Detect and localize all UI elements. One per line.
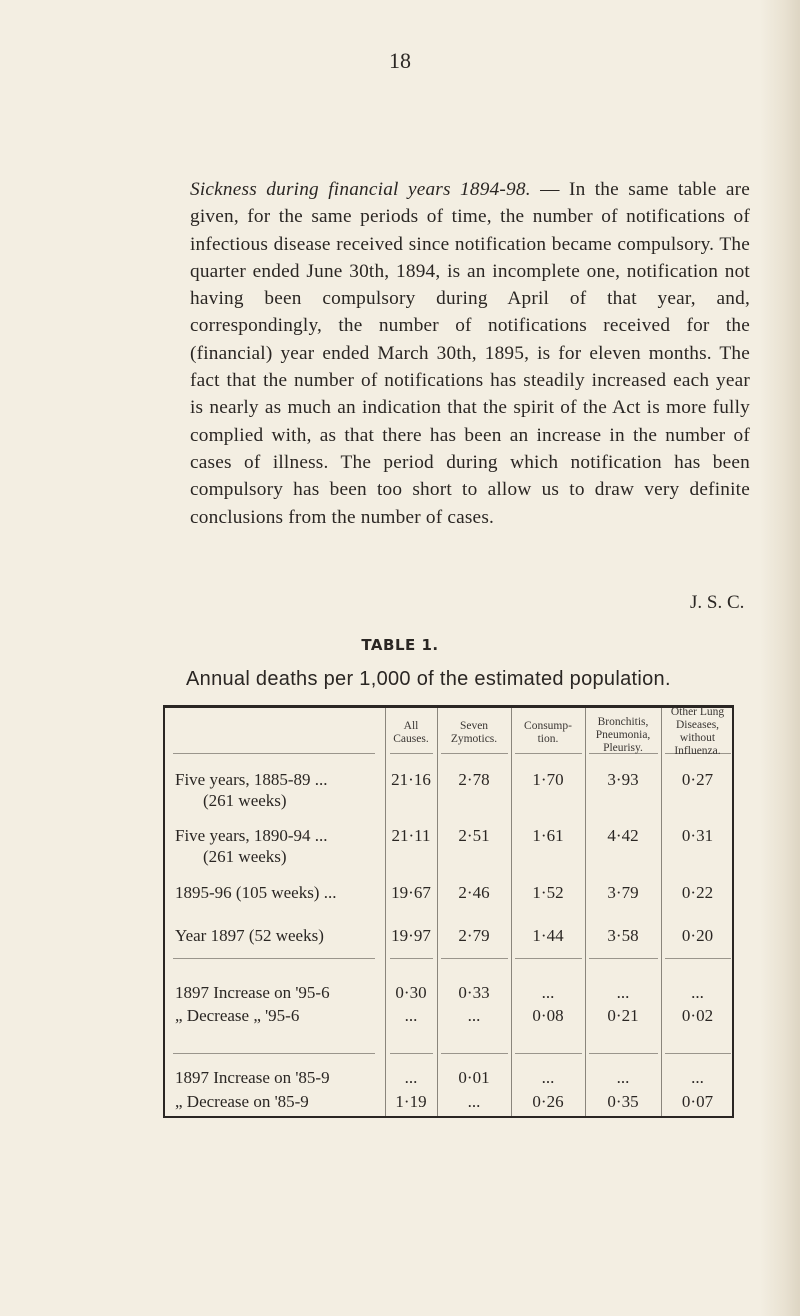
column-header: Seven Zymotics.	[450, 720, 498, 745]
row-divider	[390, 753, 433, 754]
row-label: 1897 Increase on '95-6	[175, 983, 330, 1002]
row-label: 1895-96 (105 weeks) ...	[175, 883, 337, 902]
table-cell: 0·30	[395, 983, 427, 1002]
page-edge-shadow	[760, 0, 800, 1316]
row-divider	[515, 1053, 582, 1054]
column-header: Consump-tion.	[524, 720, 572, 745]
table-cell: 0·22	[681, 883, 714, 902]
signature: J. S. C.	[690, 592, 745, 613]
table-cell: 0·08	[532, 1006, 564, 1025]
table-title: TABLE 1.	[361, 636, 439, 654]
row-divider	[515, 958, 582, 959]
table-cell: 1·70	[532, 770, 564, 789]
table-cell: 19·97	[391, 926, 431, 945]
table-cell: ...	[616, 983, 630, 1002]
table-cell: 2·79	[458, 926, 490, 945]
table-cell: 21·11	[391, 826, 431, 845]
table-cell: 0·02	[681, 1006, 714, 1025]
table-cell: 0·31	[681, 826, 714, 845]
table-cell: ...	[404, 1006, 418, 1025]
row-divider	[665, 1053, 731, 1054]
page-number: 18	[389, 48, 411, 73]
table-cell: ...	[404, 1068, 418, 1087]
row-divider	[589, 958, 658, 959]
row-divider	[441, 753, 508, 754]
table-cell: 0·20	[681, 926, 714, 945]
table-cell: ...	[467, 1006, 481, 1025]
row-label: Five years, 1890-94 ...	[175, 826, 328, 845]
row-divider	[173, 958, 375, 959]
table-cell: 3·93	[607, 770, 639, 789]
table-cell: 0·21	[607, 1006, 639, 1025]
body-paragraph	[190, 176, 750, 531]
table-cell: 4·42	[607, 826, 639, 845]
column-header: Other Lung Diseases, without Influenza.	[670, 706, 725, 757]
table-cell: 0·27	[681, 770, 714, 789]
row-divider	[173, 753, 375, 754]
row-sublabel: (261 weeks)	[203, 847, 287, 866]
table-cell: 1·52	[532, 883, 564, 902]
table-cell: ...	[691, 983, 704, 1002]
table-cell: ...	[541, 983, 555, 1002]
row-label: Five years, 1885-89 ...	[175, 770, 328, 789]
column-header: Bronchitis, Pneumonia, Pleurisy.	[595, 716, 651, 754]
table-cell: 0·26	[532, 1092, 564, 1111]
row-divider	[665, 958, 731, 959]
table-cell: 19·67	[391, 883, 431, 902]
row-label: „ Decrease „ '95-6	[175, 1006, 300, 1025]
row-divider	[441, 1053, 508, 1054]
row-label: 1897 Increase on '85-9	[175, 1068, 330, 1087]
row-divider	[173, 1053, 375, 1054]
row-label: „ Decrease on '85-9	[175, 1092, 309, 1111]
table-cell: 0·01	[458, 1068, 490, 1087]
table-cell: 0·33	[458, 983, 490, 1002]
paragraph-body: — In the same table are given, for the same periods of time, the number of notifications of infectious disease received since notification became compulsory. The quarter ended June 30th, 1894, is an incomplete one, notification not having been compulsory during April of that year, and, correspondingly, the number of notifications received for the (financial) year ended March 30th, 1895, is for eleven months. The fact that the number of notifications has steadily increased each year is nearly as much an indication that the spirit of the Act is more fully complied with, as that there has been an increase in the number of cases of illness. The period during which notification has been compulsory has been too short to allow us to draw very definite conclusions from the number of cases.	[190, 179, 750, 528]
table-cell: 1·44	[532, 926, 564, 945]
table-cell: ...	[691, 1068, 704, 1087]
paragraph-heading: Sickness during financial years 1894-98.	[190, 179, 531, 200]
row-label: Year 1897 (52 weeks)	[175, 926, 324, 945]
table-cell: 3·58	[607, 926, 639, 945]
table-cell: ...	[616, 1068, 630, 1087]
row-sublabel: (261 weeks)	[203, 791, 287, 810]
table-subtitle: Annual deaths per 1,000 of the estimated population.	[186, 668, 671, 690]
table-cell: 2·51	[458, 826, 490, 845]
table-cell: 1·61	[532, 826, 564, 845]
row-divider	[441, 958, 508, 959]
row-divider	[390, 1053, 433, 1054]
table-cell: 0·07	[681, 1092, 714, 1111]
row-divider	[589, 1053, 658, 1054]
table-cell: 3·79	[607, 883, 639, 902]
table-cell: 21·16	[391, 770, 431, 789]
table-cell: ...	[467, 1092, 481, 1111]
row-divider	[515, 753, 582, 754]
table-cell: 2·46	[458, 883, 490, 902]
mortality-table	[163, 705, 734, 1118]
table-cell: 2·78	[458, 770, 490, 789]
column-header: All Causes.	[393, 720, 429, 745]
table-cell: ...	[541, 1068, 555, 1087]
table-cell: 0·35	[607, 1092, 639, 1111]
table-cell: 1·19	[395, 1092, 427, 1111]
row-divider	[390, 958, 433, 959]
